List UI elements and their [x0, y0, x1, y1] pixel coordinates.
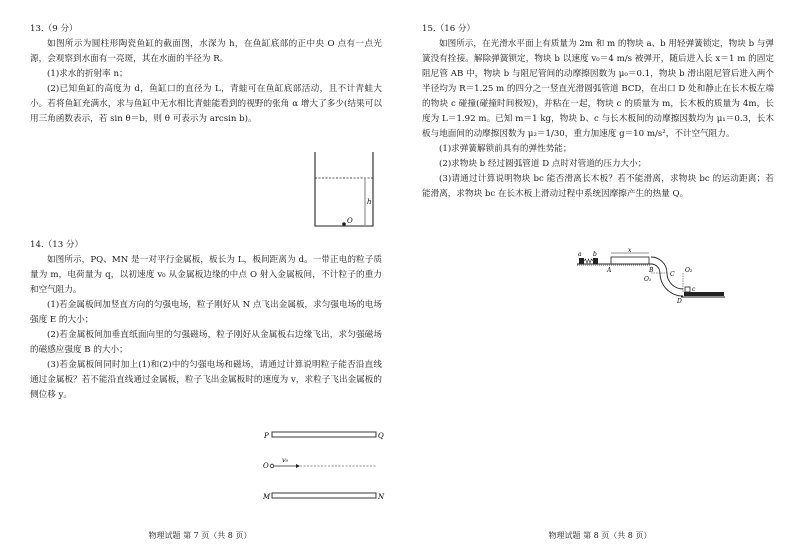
- fig-h-label: h: [367, 198, 372, 206]
- q13-intro: 如图所示为圆柱形陶瓷鱼缸的截面图，水深为 h，在鱼缸底部的正中央 O 点有一点光源，会观察到水面有一亮斑，其在水面的半径为 R。: [30, 39, 382, 64]
- fig-o-label: O: [263, 462, 269, 470]
- q15-intro: 如图所示，在光滑水平面上有质量为 2m 和 m 的物块 a、b 用轻弹簧锁定，物块 b 与弹簧没有拴接。解除弹簧锁定，物块 b 以速度 v₀＝4 m/s 被弹开，随后进入长 x＝1 m 的固定阻尼管 AB 中，物块 b 与阻尼管间的动摩擦因数为 μ₀＝0.1，物块 b 滑出阻尼管后进入两个半径均为 R＝1.25 m 的四分之一竖直光滑圆弧管道 BCD，在出口 D 处和静止在长木板左端的物块 c 碰撞(碰撞时间极短)，并粘在一起，物块 c 的质量为 m，长木板的质量为 4m，长度为 L＝1.92 m。已知 m＝1 kg，物块 b、c 与长木板间的动摩擦因数均为 μ₁＝0.3，长木板与地面间的动摩擦因数为 μ₂＝1/30，重力加速度 g＝10 m/s²，不计空气阻力。: [422, 39, 774, 139]
- entry-point: [270, 464, 274, 468]
- fig-c-label: c: [692, 286, 696, 293]
- fig-c-point: C: [670, 271, 675, 278]
- spring: [584, 259, 593, 263]
- plates-figure: [262, 426, 387, 504]
- fig-a-point: A: [607, 267, 612, 274]
- fig-v0-label: v₀: [282, 456, 289, 464]
- track-figure: [575, 248, 725, 323]
- q15-part3: (3)请通过计算说明物块 bc 能否滑离长木板？若不能滑离，求物块 bc 的运动距离；若能滑离，求物块 bc 在长木板上滑动过程中系统因摩擦产生的热量 Q。: [422, 174, 774, 199]
- q15-header: 15.（16 分）: [422, 24, 476, 34]
- right-page: [400, 0, 800, 555]
- q15-part1: (1)求弹簧解锁前具有的弹性势能；: [439, 144, 572, 154]
- q15-part2: (2)求物块 b 经过圆弧管道 D 点时对管道的压力大小；: [439, 159, 647, 169]
- q14-header: 14.（13 分）: [30, 240, 84, 250]
- fig-n-label: N: [378, 493, 385, 501]
- fig-a-label: a: [578, 251, 582, 258]
- v0-arrowhead: [296, 464, 300, 468]
- fig-b-point: B: [649, 267, 654, 274]
- block-a: [579, 258, 584, 264]
- block-c: [685, 287, 690, 292]
- fig-m-label: M: [263, 493, 271, 501]
- block-b: [593, 258, 598, 264]
- q14-part3: (3)若金属板间同时加上(1)和(2)中的匀强电场和磁场，请通过计算说明粒子能否沿直线通过金属板？若不能沿直线通过金属板，粒子飞出金属板时的速度为 v，求粒子飞出金属板的侧位移 y。: [30, 360, 382, 400]
- fig-o-label: O: [347, 217, 353, 225]
- q13-part1: (1)求水的折射率 n；: [47, 69, 128, 79]
- q14-intro: 如图所示，PQ、MN 是一对平行金属板，板长为 L，板间距离为 d。一带正电的粒子质量为 m，电荷量为 q，以初速度 v₀ 从金属板边缘的中点 O 射入金属板间，不计粒子的重力和空气阻力。: [30, 255, 382, 295]
- fig-o2-label: O₂: [685, 267, 693, 274]
- fig-b-label: b: [593, 251, 597, 258]
- arc-pipe-inner: [651, 264, 683, 296]
- right-footer: 物理试题 第 8 页（共 8 页）: [548, 531, 652, 540]
- fig-d-point: D: [677, 298, 682, 305]
- fig-p-label: P: [264, 432, 269, 440]
- plate-mn: [272, 493, 376, 498]
- tank-walls: [315, 152, 373, 226]
- fish-tank-figure: [305, 150, 385, 232]
- plate-pq: [272, 432, 376, 437]
- q13-header: 13.（9 分）: [30, 24, 78, 34]
- fig-q-label: Q: [378, 432, 384, 440]
- damper-tube: [611, 257, 649, 264]
- q14-part2: (2)若金属板间加垂直纸面向里的匀强磁场，粒子刚好从金属板右边缘飞出，求匀强磁场的磁感应强度 B 的大小；: [30, 330, 382, 355]
- left-footer: 物理试题 第 7 页（共 8 页）: [148, 531, 252, 540]
- left-column-q14: [30, 238, 382, 403]
- q13-part2: (2)已知鱼缸的高度为 d，鱼缸口的直径为 L，青蛙可在鱼缸底部活动，且不计青蛙大小。若将鱼缸充满水，求与鱼缸中无水相比青蛙能看到的视野的张角 α 增大了多少(结果可以用三角函数表示，若 sin θ＝b，则 θ 可表示为 arcsin b)。: [30, 84, 382, 124]
- q14-part1: (1)若金属板间加竖直方向的匀强电场，粒子刚好从 N 点飞出金属板，求匀强电场的电场强度 E 的大小；: [30, 300, 382, 325]
- fig-x-label: x: [628, 248, 632, 254]
- left-column: [30, 22, 382, 127]
- light-source-point: [342, 222, 346, 226]
- right-column: [422, 22, 774, 202]
- fig-o1-label: O₁: [644, 276, 652, 283]
- long-board: [684, 292, 724, 296]
